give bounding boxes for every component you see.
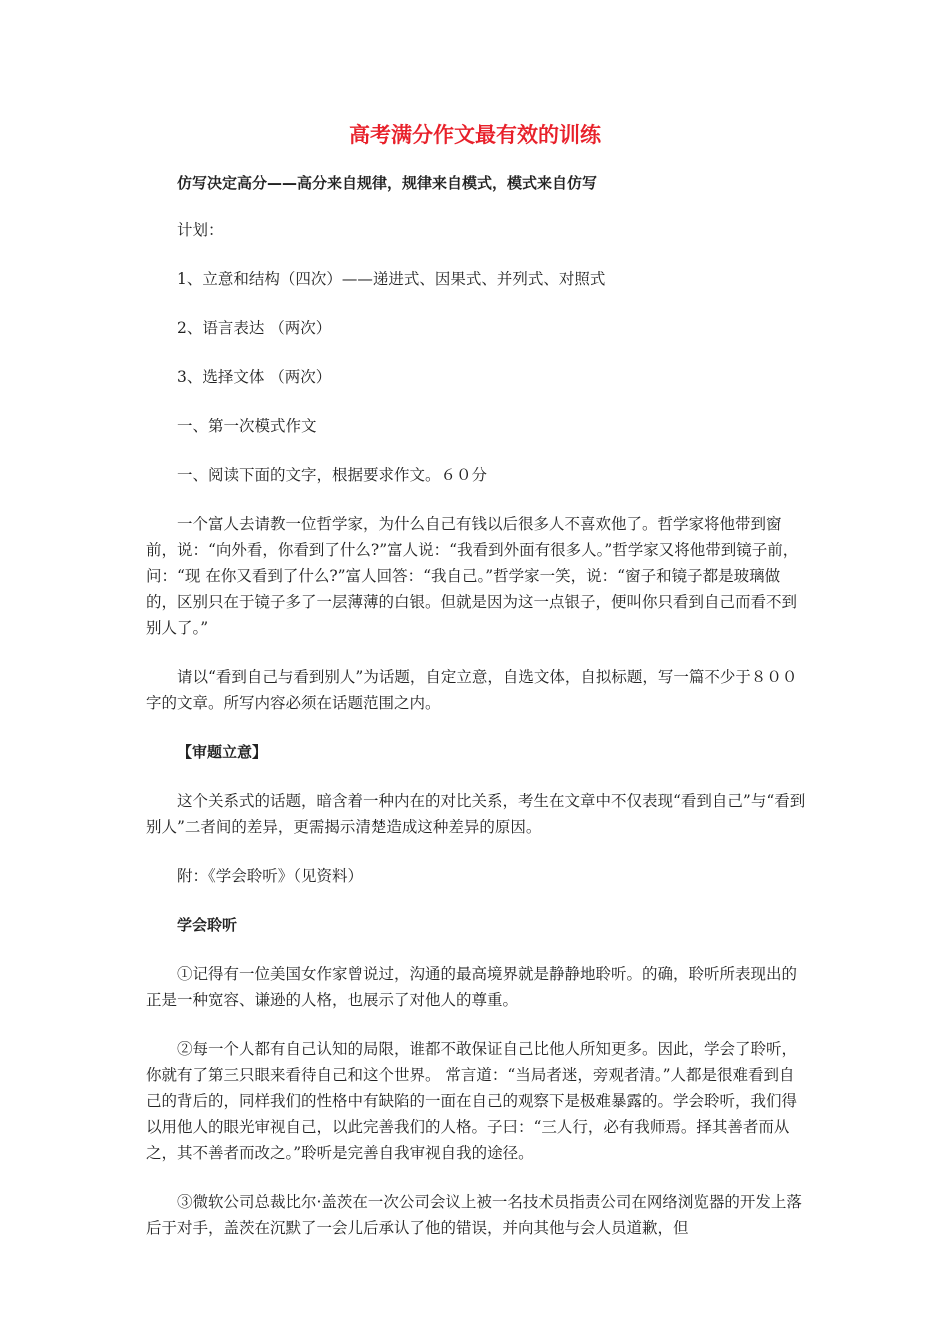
paragraph: 计划： [177,221,224,239]
paragraph: ③微软公司总裁比尔·盖茨在一次公司会议上被一名技术员指责公司在网络浏览器的开发上落后于对手，盖茨在沉默了一会儿后承认了他的错误，并向其他与会人员道歉，但 [146,1193,802,1237]
paragraph: 附：《学会聆听》（见资料） [177,867,364,885]
paragraph: 1、立意和结构（四次）——递进式、因果式、并列式、对照式 [177,270,606,288]
paragraph: 2、语言表达 （两次） [177,319,332,337]
paragraph: 请以“看到自己与看到别人”为话题，自定立意，自选文体，自拟标题，写一篇不少于８００字的文章。所写内容必须在话题范围之内。 [146,668,798,712]
document-body [146,170,806,1264]
paragraph: ①记得有一位美国女作家曾说过，沟通的最高境界就是静静地聆听。的确，聆听所表现出的正是一种宽容、谦逊的人格，也展示了对他人的尊重。 [146,965,798,1009]
paragraph: 一、阅读下面的文字，根据要求作文。６０分 [177,466,488,484]
paragraph: 一、第一次模式作文 [177,417,317,435]
paragraph: 3、选择文体 （两次） [177,368,332,386]
document-title: 高考满分作文最有效的训练 [349,123,601,147]
paragraph: 一个富人去请教一位哲学家，为什么自己有钱以后很多人不喜欢他了。哲学家将他带到窗前，说：“向外看，你看到了什么?”富人说：“我看到外面有很多人。”哲学家又将他带到镜子前，问：“现 在你又看到了什么?”富人回答：“我自己。”哲学家一笑，说：“窗子和镜子都是玻璃做的，区别只在于镜子多了一层薄薄的白银。但就是因为这一点银子，便叫你只看到自己而看不到别人了。” [146,515,799,637]
paragraph: 这个关系式的话题，暗含着一种内在的对比关系，考生在文章中不仅表现“看到自己”与“看到别人”二者间的差异，更需揭示清楚造成这种差异的原因。 [146,792,806,836]
paragraph: 仿写决定高分——高分来自规律，规律来自模式，模式来自仿写 [177,174,598,192]
paragraph: 学会聆听 [177,916,238,934]
paragraph: 【审题立意】 [177,743,268,761]
paragraph: ②每一个人都有自己认知的局限，谁都不敢保证自己比他人所知更多。因此，学会了聆听，你就有了第三只眼来看待自己和这个世界。 常言道：“当局者迷，旁观者清。”人都是很难看到自己的背后的，同样我们的性格中有缺陷的一面在自己的观察下是极难暴露的。学会聆听，我们得以用他人的眼光审视自己，以此完善我们的人格。子曰：“三人行，必有我师焉。择其善者而从之，其不善者而改之。”聆听是完善自我审视自我的途径。 [146,1040,798,1162]
